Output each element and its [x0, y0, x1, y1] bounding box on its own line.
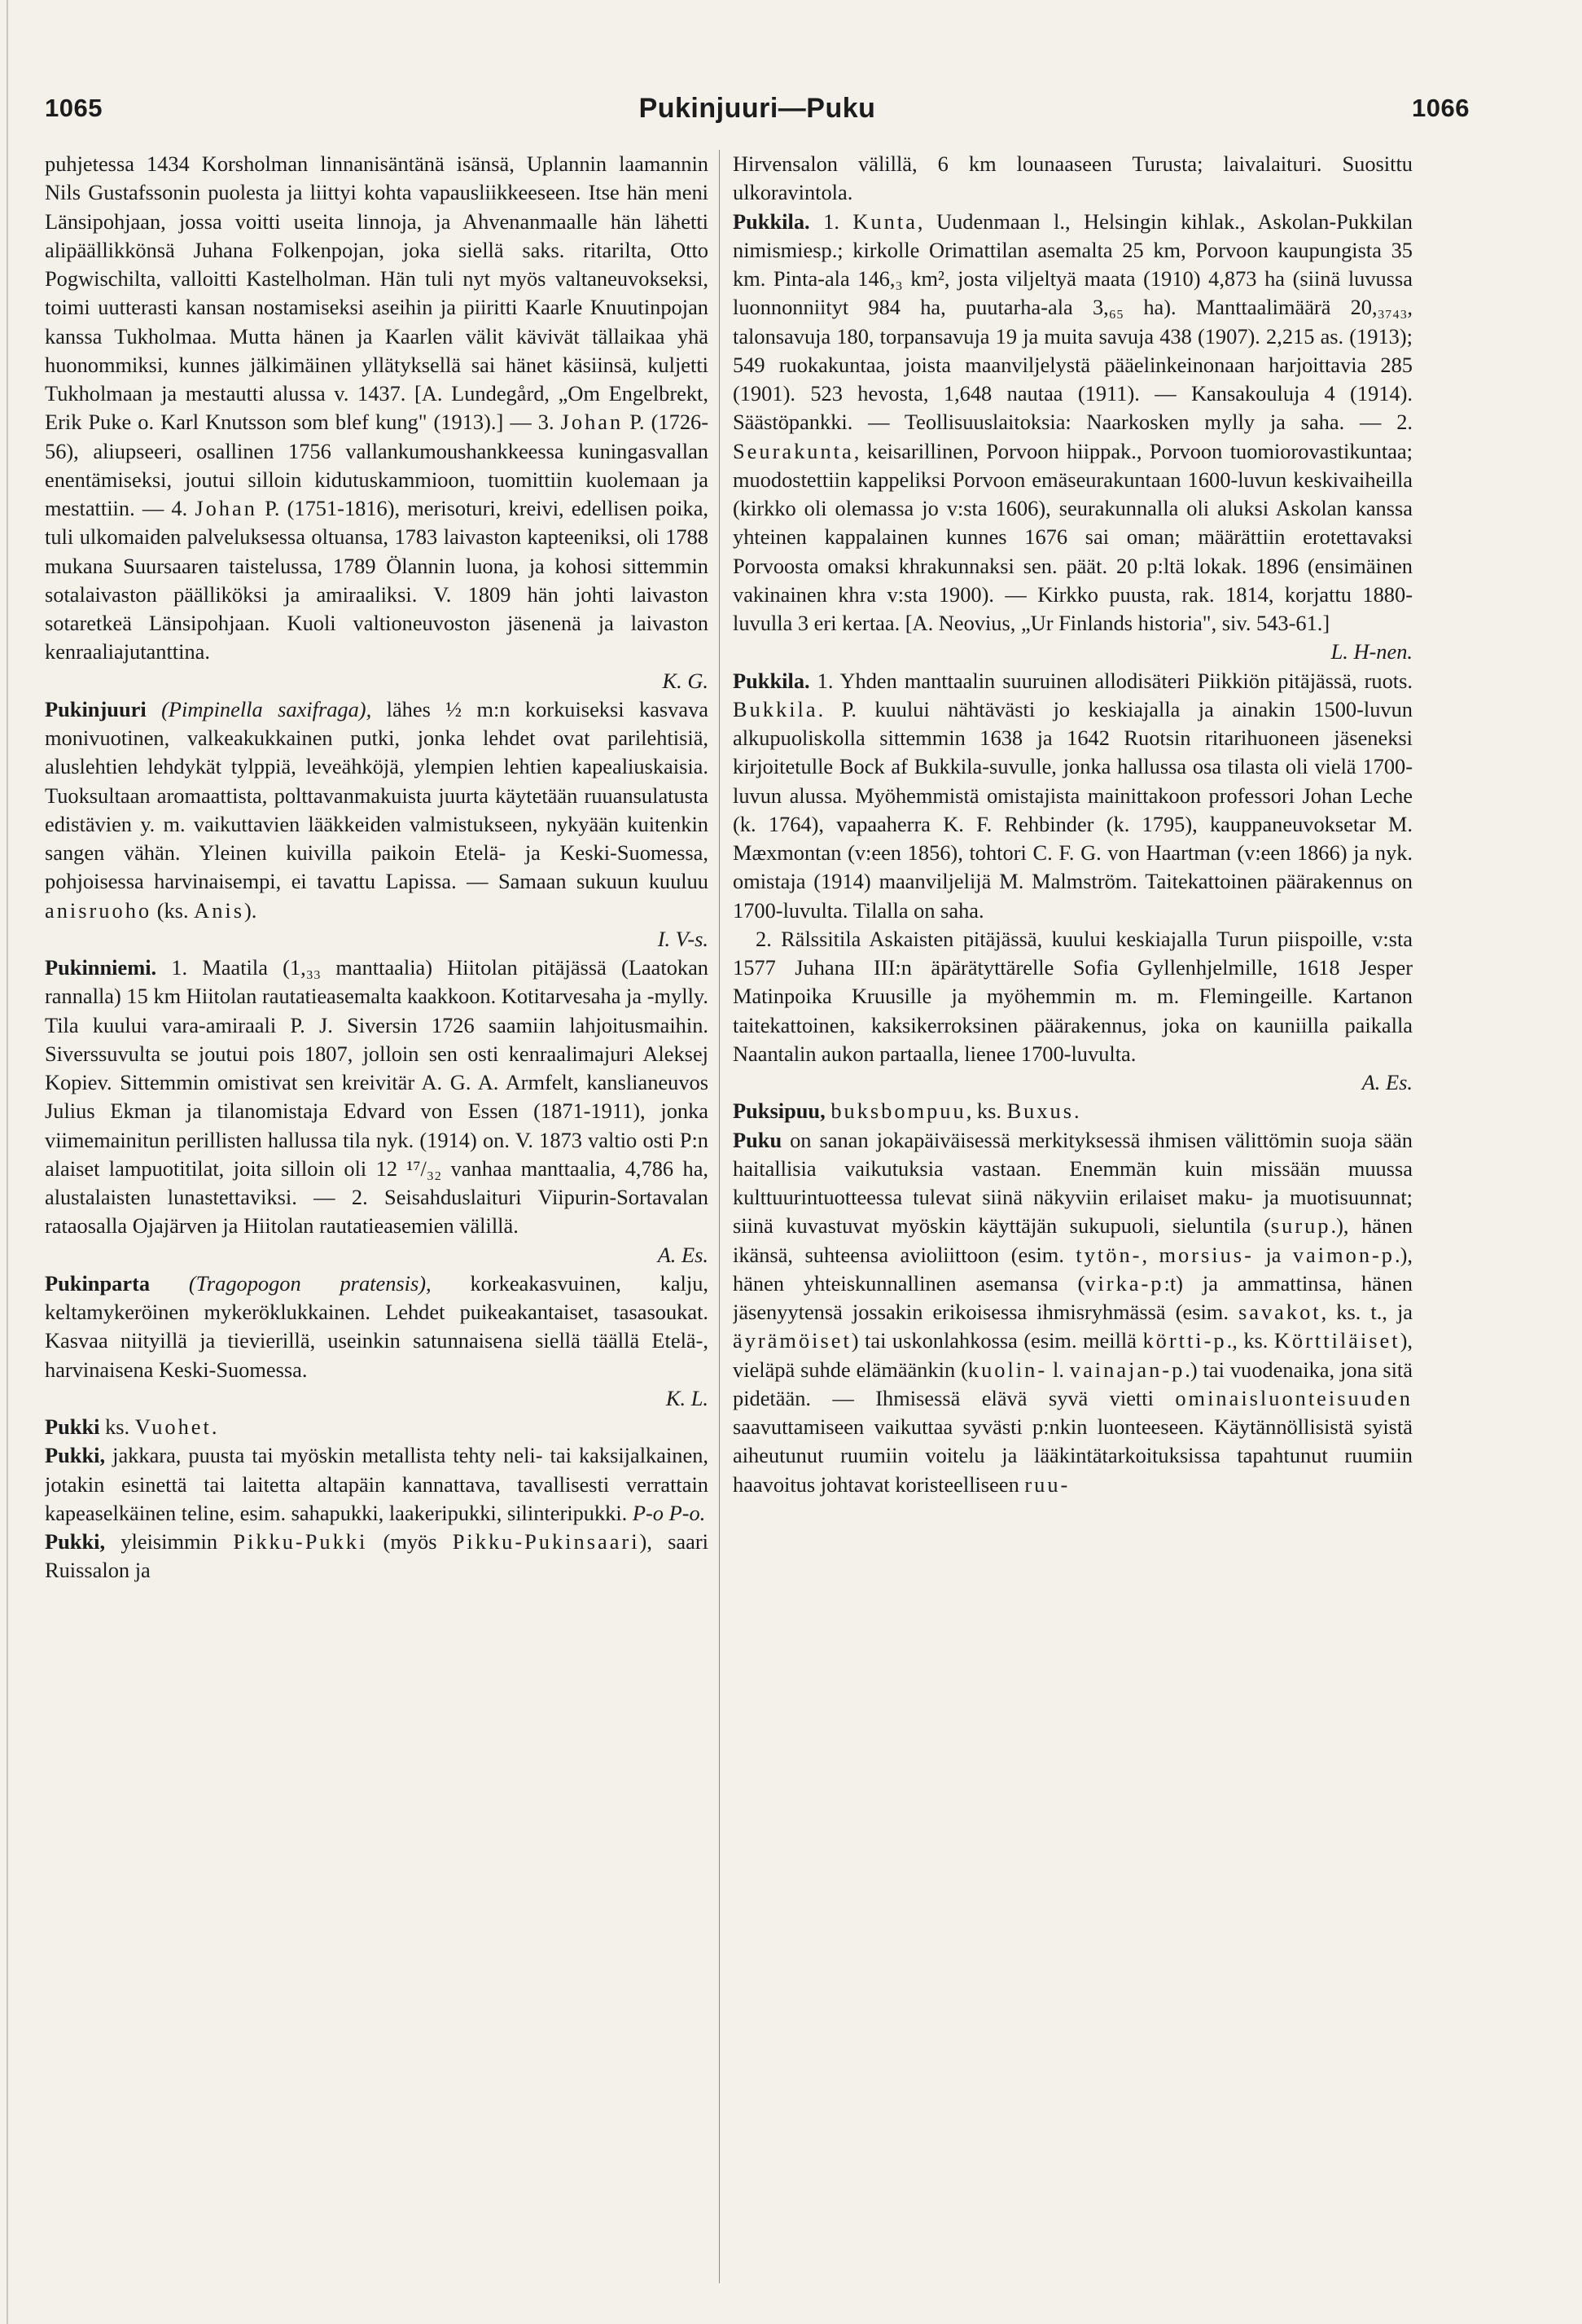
entry-pukki-ref: Pukki ks. Vuohet.	[45, 1414, 217, 1439]
entry-pukki-continuation: Hirvensalon välillä, 6 km lounaaseen Turusta; laivalaituri. Suosittu ulkoravintola.	[733, 151, 1413, 205]
entry-puksipuu: Puksipuu, buksbompuu, ks. Buxus.	[733, 1098, 1080, 1124]
signature: A. Es.	[1361, 1070, 1413, 1094]
entry-pukki-saari: Pukki, yleisimmin Pikku-Pukki (myös Pikku-Pukinsaari), saari Ruissalon ja	[45, 1529, 708, 1583]
entry-pukinjuuri: Pukinjuuri (Pimpinella saxifraga), lähes ½ m:n korkuiseksi kasvava monivuotinen, valkeakukkainen putki, jonka lehdet ovat parilehtisiä, aluslehtien lehdykät tylppiä, leveähköjä, ylempien lehtien kapealiuskaisia. Tuoksultaan aromaattista, polttavanmakuista juurta käytetään ruuansulatusta edistävien y. m. vaikuttavien lääkkeiden valmistukseen, nykyään kuitenkin sangen vähän. Yleinen kuivilla paikoin Etelä- ja Keski-Suomessa, pohjoisessa harvinaisempi, ei tavattu Lapissa. — Samaan sukuun kuuluu anisruoho (ks. Anis).	[45, 696, 708, 923]
headword: Pukki,	[45, 1443, 106, 1468]
signature: A. Es.	[657, 1242, 708, 1267]
signature: K. G.	[662, 668, 708, 693]
running-title: Pukinjuuri—Puku	[638, 92, 876, 124]
entry-pukkila-ralssitila: 2. Rälssitila Askaisten pitäjässä, kuului keskiajalla Turun piispoille, v:sta 1577 Juhana III:n äpärätyttärelle Sofia Gyllenhjelmille, 1618 Jesper Matinpoika Kruusille ja myöhemmin m. m. Flemingeille. Kartanon taitekattoinen, kaksikerroksinen päärakennus, joka on kauniilla paikalla Naantalin aukon partaalla, lienee 1700-luvulta.	[733, 926, 1413, 1066]
left-column	[45, 150, 708, 2300]
entry-pukinparta: Pukinparta (Tragopogon pratensis), korkeakasvuinen, kalju, keltamykeröinen mykeröklukkainen. Lehdet puikeakantaiset, tasasoukat. Kasvaa niityillä ja tievierillä, useinkin satunnaisena siellä täällä Etelä-, harvinaisena Keski-Suomessa.	[45, 1270, 708, 1382]
column-divider	[719, 150, 720, 2283]
left-page-number: 1065	[45, 94, 103, 122]
page-edge-shadow	[7, 0, 8, 2324]
headword: Puksipuu,	[733, 1098, 826, 1124]
headword: Puku	[733, 1127, 782, 1152]
entry-puku: Puku on sanan jokapäiväisessä merkityksessä ihmisen välittömin suoja sään haitallisia vaikutuksia vastaan. Enemmän kuin missään muussa kulttuurintuotteessa tulevat siinä näkyviin erilaiset maku- ja muotisuunnat; siinä kuvastuvat myöskin käyttäjän sukupuoli, sieluntila (surup.), hänen ikänsä, suhteensa avioliittoon (esim. tytön-, morsius- ja vaimon-p.), hänen yhteiskunnallinen asemansa (virka-p:t) ja ammattinsa, hänen jäsenyytensä jossakin erikoisessa ihmisryhmässä (esim. savakot, ks. t., ja äyrämöiset) tai uskonlahkossa (esim. meillä körtti-p., ks. Körttiläiset), vieläpä suhde elämäänkin (kuolin- l. vainajan-p.) tai vuodenaika, jona sitä pidetään. — Ihmisessä elävä syvä vietti ominaisluonteisuuden saavuttamiseen vaikuttaa syvästi p:nkin luonteeseen. Käytännöllisistä syistä aiheutunut ruumiin voitelu ja lääkintätarkoituksissa tapahtunut ruumiin haavoitus johtavat koristeelliseen ruu-	[733, 1127, 1413, 1497]
entry-puke-continuation: puhjetessa 1434 Korsholman linnanisäntänä isänsä, Uplannin laamannin Nils Gustafssonin puolesta ja liittyi kohta vapausliikkeeseen. Itse hän meni Länsipohjaan, jossa voitti useita linnoja, ja Ahvenanmaalle hän lähetti alipäällikkönsä Juhana Folkenpojan, joka siellä saks. ritarilta, Otto Pogwischilta, valloitti Kastelholman. Hän tuli nyt myös valtaneuvokseksi, toimi uutterasti kansan nostamiseksi aseihin ja piiritti Kaarle Knuutinpojan kanssa Tukholmaa. Mutta hänen ja Kaarlen välit kävivät tällaikaa yhä huonommiksi, kunnes jälkimäinen yllätyksellä sai hänet käsiinsä, kuljetti Tukholmaan ja mestautti alussa v. 1437. [A. Lundegård, „Om Engelbrekt, Erik Puke o. Karl Knutsson som blef kung" (1913).] — 3. Johan P. (1726-56), aliupseeri, osallinen 1756 vallankumoushankkeessa kuningasvallan enentämiseksi, joutui silloin kidutuskammioon, tuomittiin kuolemaan ja mestattiin. — 4. Johan P. (1751-1816), merisoturi, kreivi, edellisen poika, tuli ulkomaiden palveluksessa oltuansa, 1783 laivaston kapteeniksi, oli 1788 mukana Suursaaren taistelussa, 1789 Ölannin luona, ja kohosi sittemmin sotalaivaston päälliköksi ja amiraaliksi. V. 1809 hän johti laivaston sotaretkeä Länsipohjaan. Kuoli valtioneuvoston jäsenenä ja laivaston kenraaliajutanttina.	[45, 151, 708, 664]
signature: K. L.	[665, 1385, 708, 1410]
entry-pukki-jakkara: Pukki, jakkara, puusta tai myöskin metallista tehty neli- tai kaksijalkainen, jotakin esinettä tai laitetta altapäin kannattava, tavallisesti verrattain kapeaselkäinen teline, esim. sahapukki, laakeripukki, silinteripukki. P-o P-o.	[45, 1443, 708, 1525]
headword: Pukki,	[45, 1529, 106, 1554]
page-header	[45, 88, 1470, 129]
headword: Pukinjuuri	[45, 696, 147, 721]
entry-pukkila-sateri: Pukkila. 1. Yhden manttaalin suuruinen allodisäteri Piikkiön pitäjässä, ruots. Bukkila. P. kuului nähtävästi jo keskiajalla ja ainakin 1500-luvun alkupuoliskolla sittemmin 1638 ja 1642 Ruotsin ritarihuoneen jäseneksi kirjoitetulle Bock af Bukkila-suvulle, jonka hallussa osa tilasta oli vielä 1700-luvun alussa. Myöhemmistä omistajista mainittakoon professori Johan Leche (k. 1764), vapaaherra K. F. Rehbinder (k. 1795), kauppaneuvoksetar M. Mæxmontan (v:een 1856), tohtori C. F. G. von Haartman (v:een 1866) ja nyk. omistaja (1914) maanviljelijä M. Malmström. Taitekattoinen päärakennus on 1700-luvulta. Tilalla on saha.	[733, 668, 1413, 923]
headword: Pukinniemi.	[45, 955, 157, 980]
headword: Pukkila.	[733, 208, 810, 234]
right-page-number: 1066	[1412, 94, 1470, 122]
entry-pukinniemi: Pukinniemi. 1. Maatila (1,₃₃ manttaalia) Hiitolan pitäjässä (Laatokan rannalla) 15 km Hiitolan rautatieasemalta kaakkoon. Kotitarvesaha ja -mylly. Tila kuului vara-amiraali P. J. Siversin 1726 saamiin lahjoitusmaihin. Siverssuvulta se joutui pois 1807, jolloin sen osti kenraalimajuri Aleksej Kopiev. Sittemmin omistivat sen kreivitär A. G. A. Armfelt, kanslianeuvos Julius Ekman ja tilanomistaja Edvard von Essen (1871-1911), jonka viimemainitun perillisten hallussa tila nyk. (1914) on. V. 1873 valtio osti P:n alaiset lampuotitilat, joita silloin oli 12 ¹⁷/₃₂ vanhaa manttaalia, 4,786 ha, alustalaisten lunastettaviksi. — 2. Seisahduslaituri Viipurin-Sortavalan rataosalla Ojajärven ja Hiitolan rautatieasemien välillä.	[45, 955, 708, 1239]
signature: L. H-nen.	[1330, 639, 1413, 664]
headword: Pukki	[45, 1414, 100, 1439]
headword: Pukinparta	[45, 1270, 151, 1296]
right-column	[733, 150, 1413, 2300]
headword: Pukkila.	[733, 668, 810, 693]
signature: I. V-s.	[657, 926, 708, 951]
entry-pukkila-kunta: Pukkila. 1. Kunta, Uudenmaan l., Helsingin kihlak., Askolan-Pukkilan nimismiesp.; kirkolle Orimattilan asemalta 25 km, Porvoon kaupungista 35 km. Pinta-ala 146,₃ km², josta viljeltyä maata (1910) 4,873 ha (siinä luvussa luonnonniityt 984 ha, puutarha-ala 3,₆₅ ha). Manttaalimäärä 20,₃₇₄₃, talonsavuja 180, torpansavuja 19 ja muita savuja 438 (1907). 2,215 as. (1913); 549 ruokakuntaa, joista maanviljelystä pääelinkeinonaan harjoittavia 285 (1901). 523 hevosta, 1,648 nautaa (1911). — Kansakouluja 4 (1914). Säästöpankki. — Teollisuuslaitoksia: Naarkosken mylly ja saha. — 2. Seurakunta, keisarillinen, Porvoon hiippak., Porvoon tuomiorovastikuntaa; muodostettiin kappeliksi Porvoon emäseurakuntaan 1600-luvun keskivaiheilla (kirkko oli olemassa jo v:sta 1606), seurakunnalla oli aluksi Askolan kanssa yhteinen kappalainen kunnes 1676 sai oman; määrättiin erotettavaksi Porvoosta omaksi khrakunnaksi sen. päät. 20 p:ltä lokak. 1896 (ensimäinen vakinainen khra v:sta 1900). — Kirkko puusta, rak. 1814, korjattu 1880-luvulla 3 eri kertaa. [A. Neovius, „Ur Finlands historia", siv. 543-61.]	[733, 208, 1413, 635]
